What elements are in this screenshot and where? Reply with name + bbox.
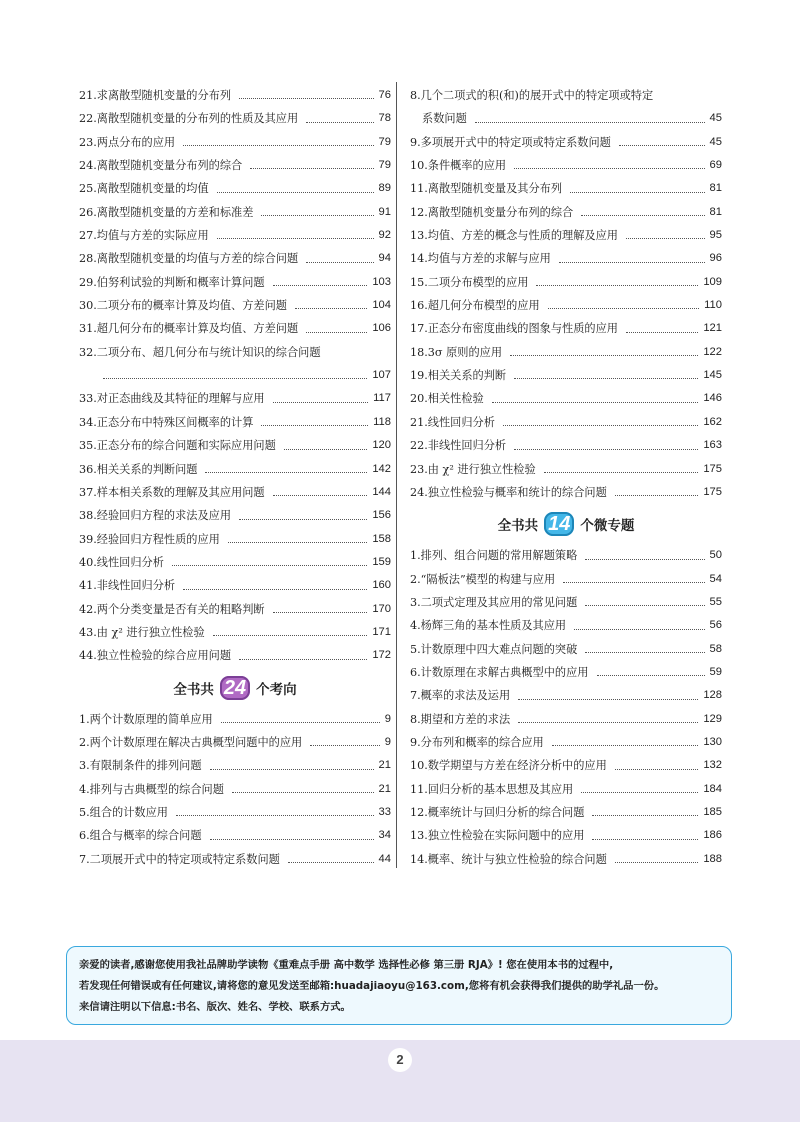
toc-entry [410, 458, 722, 481]
dot-leader [626, 238, 705, 239]
toc-entry-title: 29.伯努利试验的判断和概率计算问题 [79, 275, 265, 289]
toc-entry [79, 201, 391, 224]
toc-entry-page: 81 [709, 182, 722, 195]
dot-leader [210, 839, 374, 840]
dot-leader [563, 582, 704, 583]
toc-entry [79, 364, 391, 387]
column-divider [396, 82, 397, 868]
dot-leader [518, 699, 698, 700]
toc-entry-title: 20.相关性检验 [410, 392, 484, 406]
toc-entry-title: 44.独立性检验的综合应用问题 [79, 649, 232, 663]
toc-entry-page: 142 [372, 462, 391, 475]
toc-entry [410, 224, 722, 247]
toc-entry-title: 11.回归分析的基本思想及其应用 [410, 782, 574, 796]
toc-list-weizhuanti [410, 544, 722, 871]
toc-entry-page: 158 [372, 532, 391, 545]
toc-entry-page: 129 [703, 712, 722, 725]
toc-entry [79, 294, 391, 317]
dot-leader [559, 262, 705, 263]
dot-leader [261, 425, 368, 426]
toc-entry [410, 568, 722, 591]
dot-leader [510, 355, 698, 356]
toc-entry [79, 84, 391, 107]
toc-entry-page: 34 [378, 829, 391, 842]
toc-entry [79, 224, 391, 247]
toc-entry-page: 33 [378, 805, 391, 818]
toc-entry-title: 21.求离散型随机变量的分布列 [79, 89, 232, 102]
toc-entry-title: 13.均值、方差的概念与性质的理解及应用 [410, 229, 618, 243]
toc-entry [410, 294, 722, 317]
toc-entry [410, 201, 722, 224]
toc-entry-title: 34.正态分布中特殊区间概率的计算 [79, 415, 254, 429]
dot-leader [548, 308, 699, 309]
toc-entry [410, 317, 722, 340]
toc-entry-title: 23.由 χ² 进行独立性检验 [410, 462, 536, 476]
toc-entry-title: 15.二项分布模型的应用 [410, 275, 529, 289]
toc-entry [79, 621, 391, 644]
toc-entry-page: 175 [703, 485, 722, 498]
dot-leader [205, 472, 367, 473]
dot-leader [228, 542, 367, 543]
toc-entry-page: 59 [709, 665, 722, 678]
toc-entry-page: 76 [378, 89, 391, 101]
toc-entry-title: 4.杨辉三角的基本性质及其应用 [410, 619, 567, 633]
dot-leader [615, 495, 699, 496]
toc-entry [79, 247, 391, 270]
toc-entry-page: 21 [378, 759, 391, 772]
dot-leader [475, 122, 705, 123]
dot-leader [284, 449, 368, 450]
toc-entry-page: 128 [703, 689, 722, 702]
toc-entry-page: 160 [372, 579, 391, 592]
dot-leader [213, 635, 368, 636]
toc-entry-title: 5.组合的计数应用 [79, 805, 168, 819]
toc-entry-page: 122 [703, 345, 722, 358]
toc-entry-title: 17.正态分布密度曲线的图象与性质的应用 [410, 322, 618, 336]
toc-entry-title: 7.概率的求法及运用 [410, 689, 511, 703]
toc-entry [79, 154, 391, 177]
dot-leader [615, 769, 699, 770]
toc-entry-page: 117 [373, 392, 391, 405]
toc-entry-page: 186 [703, 829, 722, 842]
dot-leader [592, 839, 698, 840]
toc-entry [410, 247, 722, 270]
toc-entry [410, 708, 722, 731]
toc-entry [79, 387, 391, 410]
toc-entry-page: 9 [384, 735, 391, 748]
toc-entry [79, 574, 391, 597]
toc-entry-title: 40.线性回归分析 [79, 555, 164, 569]
toc-entry-title: 35.正态分布的综合问题和实际应用问题 [79, 439, 276, 453]
dot-leader [239, 519, 367, 520]
dot-leader [239, 659, 367, 660]
toc-entry [79, 644, 391, 667]
toc-entry [79, 107, 391, 130]
dot-leader [574, 629, 704, 630]
toc-entry-page: 79 [378, 135, 391, 148]
toc-entry-page: 50 [709, 549, 722, 562]
toc-entry [79, 271, 391, 294]
toc-entry-title: 1.排列、组合问题的常用解题策略 [410, 549, 578, 563]
toc-entry-page: 163 [703, 439, 722, 452]
dot-leader [183, 145, 373, 146]
dot-leader [210, 769, 374, 770]
toc-entry-title: 1.两个计数原理的简单应用 [79, 712, 213, 726]
toc-entry-page: 185 [703, 805, 722, 818]
dot-leader [273, 495, 368, 496]
dot-leader [103, 378, 367, 379]
page-number: 2 [388, 1048, 412, 1072]
toc-entry [79, 458, 391, 481]
toc-entry-title: 10.数学期望与方差在经济分析中的应用 [410, 759, 607, 773]
toc-entry-page: 56 [709, 619, 722, 632]
toc-entry [410, 154, 722, 177]
toc-entry-title: 11.离散型随机变量及其分布列 [410, 182, 563, 196]
toc-entry [79, 824, 391, 847]
dot-leader [581, 215, 704, 216]
dot-leader [273, 402, 369, 403]
toc-entry-page: 175 [703, 462, 722, 475]
toc-entry-title: 3.有限制条件的排列问题 [79, 759, 202, 773]
dot-leader [597, 675, 705, 676]
dot-leader [585, 605, 704, 606]
toc-entry-page: 95 [709, 229, 722, 242]
dot-leader [221, 722, 380, 723]
toc-entry-page: 121 [703, 322, 722, 335]
heading-prefix: 全书共 [173, 681, 214, 698]
toc-entry-page: 146 [703, 392, 722, 405]
toc-entry-page: 162 [703, 415, 722, 428]
toc-entry [79, 411, 391, 434]
count-badge: 24 [220, 676, 250, 700]
kaoxiang-heading [79, 671, 391, 705]
toc-entry [410, 638, 722, 661]
toc-list-kaoxiang [79, 708, 391, 871]
toc-entry [410, 754, 722, 777]
toc-entry [410, 84, 722, 107]
toc-entry-title: 8.期望和方差的求法 [410, 712, 511, 726]
dot-leader [250, 168, 373, 169]
dot-leader [217, 238, 374, 239]
toc-entry-title: 10.条件概率的应用 [410, 159, 507, 173]
toc-entry [410, 341, 722, 364]
toc-entry [79, 177, 391, 200]
toc-entry-page: 92 [378, 229, 391, 242]
toc-entry-page: 79 [378, 159, 391, 172]
toc-entry-page: 9 [384, 712, 391, 725]
toc-entry-page: 58 [709, 642, 722, 655]
dot-leader [232, 792, 374, 793]
toc-list-left [79, 84, 391, 668]
toc-entry-page: 109 [703, 275, 722, 288]
toc-entry-title: 22.离散型随机变量的分布列的性质及其应用 [79, 112, 299, 126]
toc-entry [410, 364, 722, 387]
toc-entry [79, 504, 391, 527]
toc-entry-page: 54 [709, 572, 722, 585]
toc-entry-title: 7.二项展开式中的特定项或特定系数问题 [79, 852, 280, 866]
toc-entry-page: 120 [372, 439, 391, 452]
toc-entry-page: 188 [703, 852, 722, 865]
dot-leader [172, 565, 367, 566]
toc-entry-title: 27.均值与方差的实际应用 [79, 229, 209, 243]
toc-entry-page: 170 [372, 602, 391, 615]
dot-leader [273, 285, 368, 286]
toc-entry-page: 55 [709, 595, 722, 608]
toc-entry [410, 387, 722, 410]
dot-leader [514, 378, 698, 379]
dot-leader [592, 815, 698, 816]
count-badge: 14 [544, 512, 574, 536]
toc-entry-title: 32.二项分布、超几何分布与统计知识的综合问题 [79, 345, 321, 359]
dot-leader [552, 745, 699, 746]
toc-entry-page: 44 [378, 852, 391, 865]
dot-leader [536, 285, 698, 286]
toc-entry-title: 24.离散型随机变量分布列的综合 [79, 159, 243, 173]
toc-entry [410, 131, 722, 154]
toc-entry-title: 14.概率、统计与独立性检验的综合问题 [410, 852, 607, 866]
toc-entry-title: 37.样本相关系数的理解及其应用问题 [79, 485, 265, 499]
toc-entry-title: 19.相关关系的判断 [410, 369, 507, 383]
dot-leader [176, 815, 374, 816]
toc-entry [79, 341, 391, 364]
toc-entry [410, 801, 722, 824]
toc-entry-title: 22.非线性回归分析 [410, 439, 507, 453]
toc-entry-page: 159 [372, 555, 391, 568]
toc-entry [79, 551, 391, 574]
toc-entry-title: 18.3σ 原则的应用 [410, 345, 503, 359]
toc-entry [410, 481, 722, 504]
dot-leader [239, 98, 374, 99]
dot-leader [306, 332, 367, 333]
toc-entry-title: 36.相关关系的判断问题 [79, 462, 198, 476]
toc-entry-page: 118 [373, 415, 391, 428]
dot-leader [492, 402, 699, 403]
dot-leader [503, 425, 698, 426]
toc-right-column [410, 84, 722, 871]
toc-entry-page: 156 [372, 509, 391, 522]
toc-entry [410, 684, 722, 707]
toc-entry-page: 78 [378, 112, 391, 125]
toc-entry [410, 824, 722, 847]
dot-leader [585, 559, 704, 560]
toc-entry [410, 614, 722, 637]
toc-entry-title: 4.排列与古典概型的综合问题 [79, 782, 224, 796]
toc-entry-title: 42.两个分类变量是否有关的粗略判断 [79, 602, 265, 616]
dot-leader [295, 308, 367, 309]
toc-entry-title: 6.计数原理在求解古典概型中的应用 [410, 665, 589, 679]
toc-entry-title: 2.两个计数原理在解决古典概型问题中的应用 [79, 735, 303, 749]
toc-entry [410, 661, 722, 684]
toc-entry-title: 39.经验回归方程性质的应用 [79, 532, 220, 546]
toc-entry-title: 43.由 χ² 进行独立性检验 [79, 625, 205, 639]
toc-entry-page: 144 [372, 485, 391, 498]
dot-leader [261, 215, 373, 216]
toc-entry [410, 848, 722, 871]
toc-entry-title: 3.二项式定理及其应用的常见问题 [410, 595, 578, 609]
toc-entry [410, 434, 722, 457]
toc-entry [79, 528, 391, 551]
toc-entry [410, 778, 722, 801]
toc-entry-title: 14.均值与方差的求解与应用 [410, 252, 551, 266]
toc-entry [410, 177, 722, 200]
toc-entry-page: 106 [372, 322, 391, 335]
toc-entry-title: 33.对正态曲线及其特征的理解与应用 [79, 392, 265, 406]
dot-leader [581, 792, 698, 793]
toc-entry [410, 544, 722, 567]
toc-entry-page: 130 [703, 735, 722, 748]
toc-entry-title: 2.“隔板法”模型的构建与应用 [410, 572, 556, 586]
toc-entry-title: 9.多项展开式中的特定项或特定系数问题 [410, 135, 611, 149]
toc-entry-page: 110 [704, 299, 722, 312]
toc-entry [79, 778, 391, 801]
toc-entry-page: 172 [372, 649, 391, 662]
toc-entry-page: 107 [372, 369, 391, 382]
dot-leader [626, 332, 698, 333]
toc-entry-title: 13.独立性检验在实际问题中的应用 [410, 829, 585, 843]
dot-leader [306, 262, 373, 263]
reader-notice-box [66, 946, 732, 1025]
toc-entry [79, 481, 391, 504]
toc-entry [79, 317, 391, 340]
dot-leader [518, 722, 698, 723]
toc-entry-title: 38.经验回归方程的求法及应用 [79, 509, 232, 523]
toc-entry-page: 104 [372, 299, 391, 312]
notice-line-2: 若发现任何错误或有任何建议,请将您的意见发送至邮箱:huadajiaoyu@163.com,您将有机会获得我们提供的助学礼品一份。 [79, 980, 665, 992]
toc-entry [79, 434, 391, 457]
toc-entry-title: 9.分布列和概率的综合应用 [410, 735, 544, 749]
toc-entry-title: 41.非线性回归分析 [79, 579, 176, 593]
dot-leader [288, 862, 374, 863]
toc-entry-title: 12.离散型随机变量分布列的综合 [410, 205, 574, 219]
toc-entry [79, 801, 391, 824]
toc-entry-page: 132 [703, 759, 722, 772]
toc-entry-title: 8.几个二项式的积(和)的展开式中的特定项或特定 [410, 89, 654, 102]
toc-entry-title: 16.超几何分布模型的应用 [410, 299, 540, 313]
toc-entry [79, 731, 391, 754]
dot-leader [183, 589, 367, 590]
toc-entry-title: 28.离散型随机变量的均值与方差的综合问题 [79, 252, 299, 266]
toc-entry-page: 145 [703, 369, 722, 382]
toc-entry [79, 848, 391, 871]
toc-entry-page: 21 [378, 782, 391, 795]
dot-leader [217, 192, 374, 193]
notice-line-3: 来信请注明以下信息:书名、版次、姓名、学校、联系方式。 [79, 1001, 351, 1013]
toc-entry-title: 12.概率统计与回归分析的综合问题 [410, 805, 585, 819]
toc-entry-title: 24.独立性检验与概率和统计的综合问题 [410, 485, 607, 499]
toc-entry-title: 30.二项分布的概率计算及均值、方差问题 [79, 299, 287, 313]
toc-entry-page: 94 [378, 252, 391, 265]
toc-entry-page: 45 [709, 112, 722, 125]
toc-entry [410, 731, 722, 754]
dot-leader [514, 168, 704, 169]
toc-entry-title: 21.线性回归分析 [410, 415, 495, 429]
toc-entry-page: 45 [709, 135, 722, 148]
dot-leader [514, 449, 698, 450]
toc-entry-page: 103 [372, 275, 391, 288]
toc-entry [410, 271, 722, 294]
toc-entry-title: 系数问题 [422, 112, 467, 126]
toc-entry-page: 91 [378, 205, 391, 218]
dot-leader [585, 652, 704, 653]
toc-entry [79, 131, 391, 154]
dot-leader [310, 745, 380, 746]
dot-leader [306, 122, 373, 123]
heading-suffix: 个考向 [256, 681, 297, 698]
toc-entry [79, 754, 391, 777]
dot-leader [570, 192, 705, 193]
toc-entry-title: 26.离散型随机变量的方差和标准差 [79, 205, 254, 219]
heading-prefix: 全书共 [497, 518, 539, 535]
toc-entry [79, 708, 391, 731]
weizhuanti-heading [410, 507, 722, 541]
toc-list-right [410, 84, 722, 504]
toc-entry [410, 411, 722, 434]
toc-entry-page: 69 [709, 159, 722, 172]
heading-suffix: 个微专题 [580, 518, 635, 535]
toc-entry-title: 6.组合与概率的综合问题 [79, 829, 202, 843]
dot-leader [273, 612, 368, 613]
toc-left-column [79, 84, 391, 871]
toc-entry-title: 31.超几何分布的概率计算及均值、方差问题 [79, 322, 299, 336]
dot-leader [615, 862, 699, 863]
dot-leader [544, 472, 699, 473]
dot-leader [619, 145, 705, 146]
toc-entry-title: 23.两点分布的应用 [79, 135, 176, 149]
toc-entry-page: 96 [709, 252, 722, 265]
toc-entry [79, 598, 391, 621]
toc-entry-page: 171 [372, 625, 391, 638]
toc-entry [410, 591, 722, 614]
toc-entry-title: 5.计数原理中四大难点问题的突破 [410, 642, 578, 656]
toc-entry-page: 89 [378, 182, 391, 195]
toc-entry-page: 184 [703, 782, 722, 795]
toc-entry [410, 107, 722, 130]
toc-entry-page: 81 [709, 205, 722, 218]
notice-line-1: 亲爱的读者,感谢您使用我社品牌助学读物《重难点手册 高中数学 选择性必修 第三册 RJA》! 您在使用本书的过程中, [79, 959, 614, 971]
toc-entry-title: 25.离散型随机变量的均值 [79, 182, 209, 196]
